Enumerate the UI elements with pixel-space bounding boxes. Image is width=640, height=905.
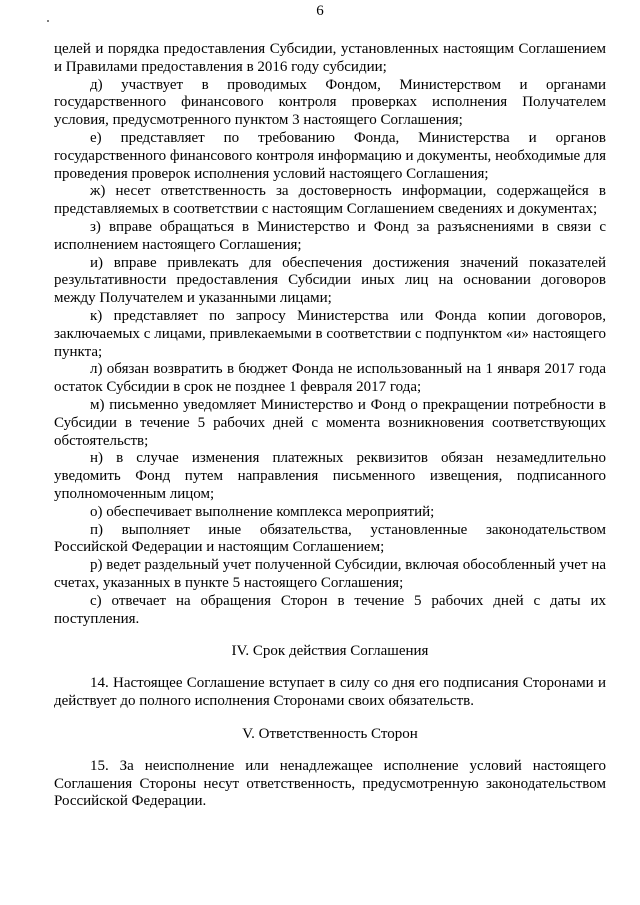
paragraph-continuation: целей и порядка предоставления Субсидии, установленных настоящим Соглашением и Правилами предоставления в 2016 году субсидии;: [54, 41, 606, 75]
paragraph-item-n: н) в случае изменения платежных реквизитов обязан незамедлительно уведомить Фонд путем направления письменного извещения, подписанного уполномоченным лицом;: [54, 450, 606, 502]
page-number: 6: [316, 3, 324, 19]
section-heading-iv: IV. Срок действия Соглашения: [231, 643, 429, 660]
paragraph-item-m: м) письменно уведомляет Министерство и Фонд о прекращении потребности в Субсидии в течение 5 рабочих дней с момента возникновения соответствующих обстоятельств;: [54, 396, 606, 449]
section-heading-v: V. Ответственность Сторон: [242, 725, 418, 742]
paragraph-item-e: е) представляет по требованию Фонда, Министерства и органов государственного финансового контроля информацию и документы, необходимые для проведения проверок исполнения условий настоящего Соглашения;: [54, 129, 606, 182]
paragraph-item-d: д) участвует в проводимых Фондом, Министерством и органами государственного финансового контроля проверках исполнения Получателем условия, предусмотренного пунктом 3 настоящего Соглашения;: [54, 76, 606, 129]
paragraph-item-r: р) ведет раздельный учет полученной Субсидии, включая обособленный учет на счетах, указанных в пункте 5 настоящего Соглашения;: [54, 557, 606, 591]
paragraph-item-l: л) обязан возвратить в бюджет Фонда не использованный на 1 января 2017 года остаток Субсидии в срок не позднее 1 февраля 2017 года;: [54, 361, 606, 396]
paragraph-item-o: о) обеспечивает выполнение комплекса мероприятий;: [90, 503, 435, 520]
paragraph-15: 15. За неисполнение или ненадлежащее исполнение условий настоящего Соглашения Стороны несут ответственность, предусмотренную законодательством Российской Федерации.: [54, 757, 606, 810]
paragraph-14: 14. Настоящее Соглашение вступает в силу со дня его подписания Сторонами и действует до полного исполнения Сторонами своих обязательств.: [54, 675, 606, 710]
document-body: [54, 41, 606, 811]
scan-speck: [47, 20, 49, 22]
paragraph-item-p: п) выполняет иные обязательства, установленные законодательством Российской Федерации и настоящим Соглашением;: [54, 521, 606, 556]
paragraph-item-z: з) вправе обращаться в Министерство и Фонд за разъяснениями в связи с исполнением настоящего Соглашения;: [54, 218, 606, 253]
paragraph-item-i: и) вправе привлекать для обеспечения достижения значений показателей результативности предоставления Субсидии иных лиц на основании договоров между Получателем и указанными лицами;: [54, 254, 606, 307]
paragraph-item-zh: ж) несет ответственность за достоверность информации, содержащейся в представляемых в соответствии с настоящим Соглашением сведениях и документах;: [54, 183, 606, 218]
paragraph-item-s: с) отвечает на обращения Сторон в течение 5 рабочих дней с даты их поступления.: [54, 592, 606, 627]
paragraph-item-k: к) представляет по запросу Министерства или Фонда копии договоров, заключаемых с лицами, привлекаемыми в соответствии с подпунктом «и» настоящего пункта;: [54, 307, 606, 360]
